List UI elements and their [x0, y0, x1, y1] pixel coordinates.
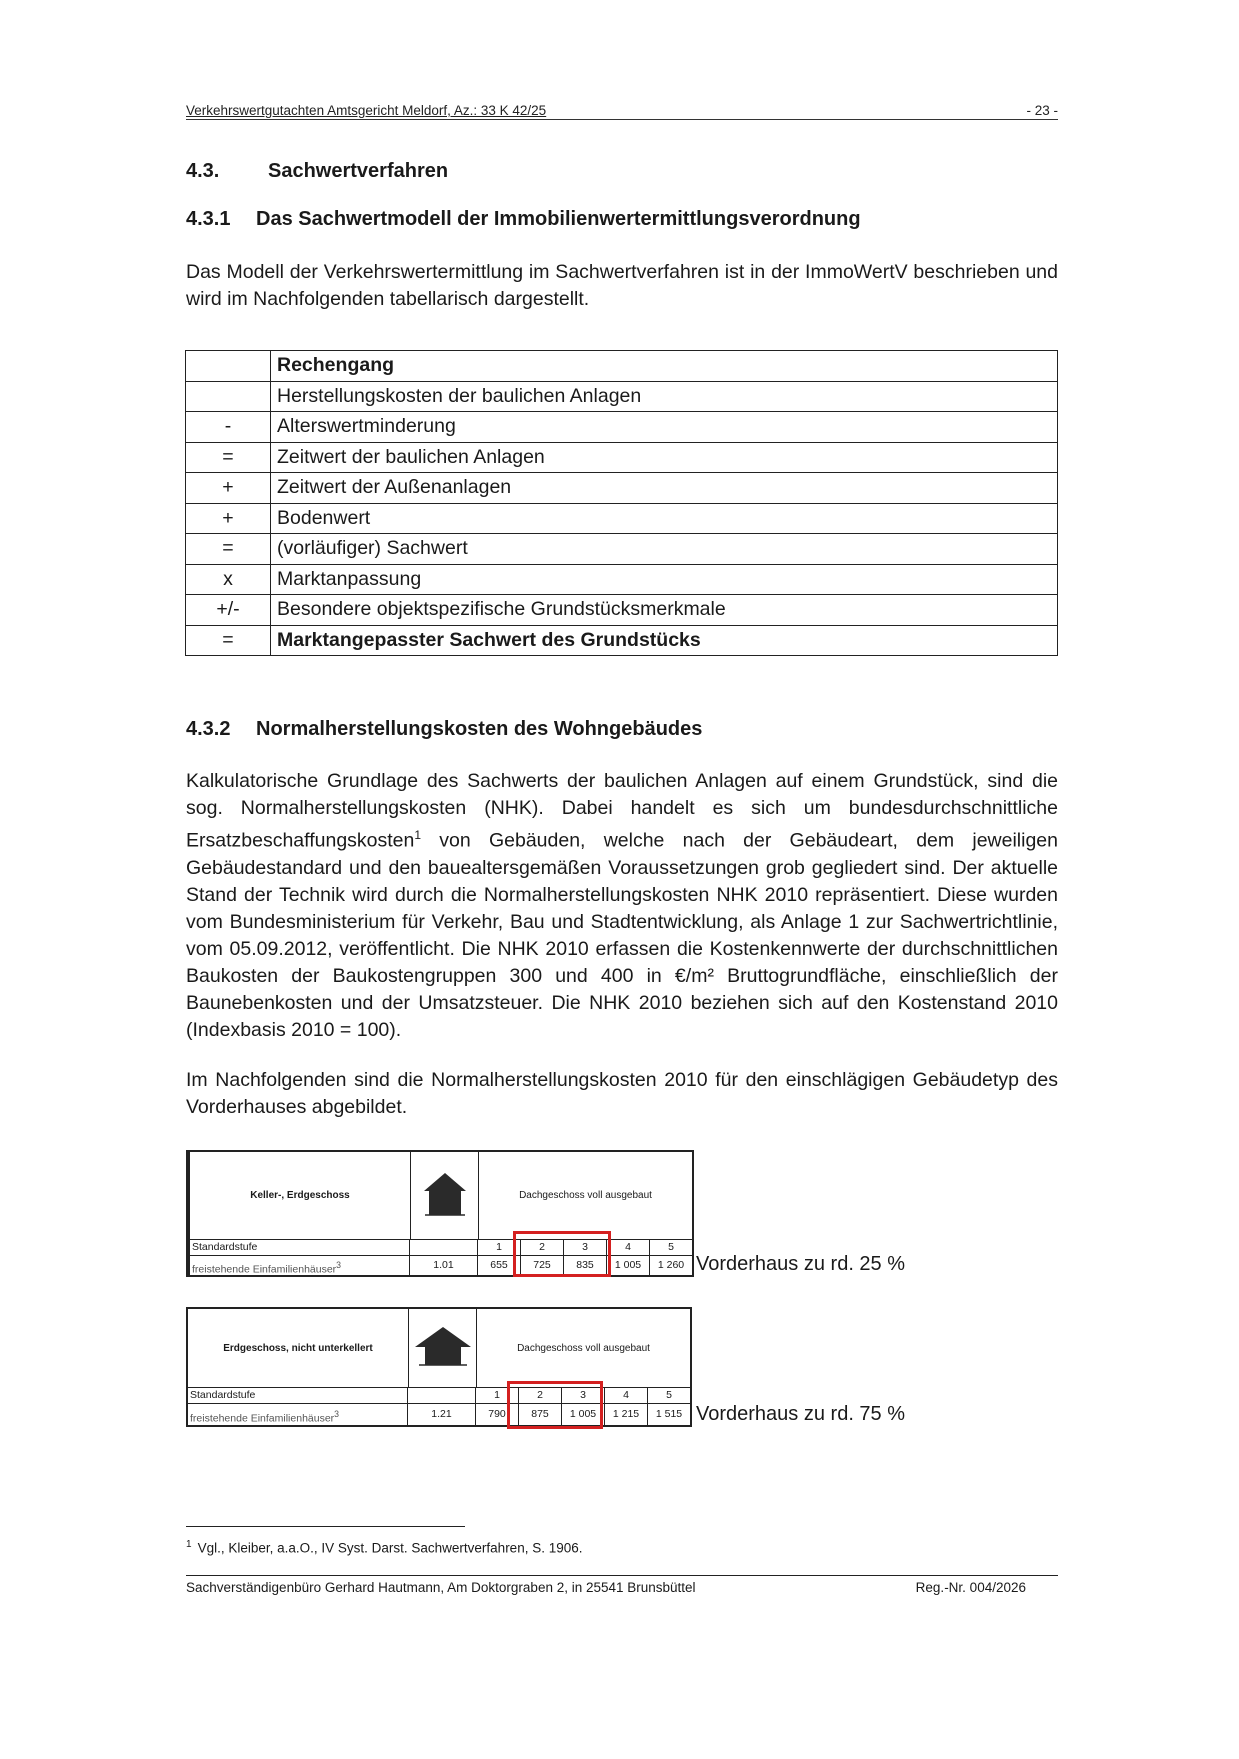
building-type: freistehende Einfamilienhäuser$^3$ [188, 1404, 408, 1425]
calc-operator: - [186, 412, 271, 443]
page-number: - 23 - [1026, 103, 1058, 118]
nhk-intro-paragraph: Im Nachfolgenden sind die Normalherstellungskosten 2010 für den einschlägigen Gebäudetyp des Vorderhauses abgebildet. [186, 1069, 1058, 1118]
calc-step: Bodenwert [271, 503, 1058, 534]
cost-cell: 835 [564, 1256, 607, 1275]
nhk-paragraph-part-2: von Gebäuden, welche nach der Gebäudeart, dem jeweiligen Gebäudestandard und den bauealtersgemäßen Voraussetzungen grob gegliedert sind. Der aktuelle Stand der Technik wird durch die Normalherstellungskosten NHK 2010 repräsentiert. Diese wurden vom Bundesministerium für Verkehr, Bau und Stadtentwicklung, als Anlage 1 zur Sachwertrichtlinie, vom 05.09.2012, veröffentlicht. Die NHK 2010 erfassen die Kostenkennwerte der durchschnittlichen Baukosten der Baukostengruppen 300 und 400 in €/m² Bruttogrundfläche, einschließlich der Baunebenkosten und der Umsatzsteuer. Die NHK 2010 beziehen sich auf den Kostenstand 2010 (Indexbasis 2010 = 100). [186, 829, 1058, 1041]
level-cell: 4 [605, 1388, 648, 1403]
calc-operator: + [186, 503, 271, 534]
level-cell: 1 [478, 1240, 521, 1255]
subsection-heading-2 [186, 718, 702, 741]
calc-operator: = [186, 534, 271, 565]
calc-row [186, 503, 1058, 534]
calc-operator: = [186, 625, 271, 656]
share-label-2: Vorderhaus zu rd. 75 % [696, 1403, 906, 1425]
nhk-roof-label: Dachgeschoss voll ausgebaut [519, 1190, 652, 1201]
calc-row [186, 381, 1058, 412]
calc-row [186, 412, 1058, 443]
nhk-paragraph [186, 768, 1058, 1044]
calc-row [186, 442, 1058, 473]
footnote-ref: 1 [414, 828, 422, 842]
page-footer [186, 1580, 1026, 1595]
calc-operator: + [186, 473, 271, 504]
house-icon [409, 1309, 477, 1387]
share-label-1: Vorderhaus zu rd. 25 % [696, 1253, 906, 1275]
cost-cell: 790 [476, 1404, 519, 1425]
footnote-number: 1 [186, 1539, 192, 1550]
level-cell: 5 [666, 1389, 672, 1401]
factor-cell: 1.01 [410, 1256, 478, 1275]
level-cell: 2 [519, 1388, 562, 1403]
cost-cell: 1 515 [655, 1408, 683, 1420]
running-header [186, 103, 1058, 120]
calc-step: Marktanpassung [271, 564, 1058, 595]
calc-row [186, 595, 1058, 626]
calculation-table [185, 350, 1058, 656]
footnote-text: Vgl., Kleiber, a.a.O., IV Syst. Darst. Sachwertverfahren, S. 1906. [197, 1540, 583, 1556]
nhk-roof-label: Dachgeschoss voll ausgebaut [517, 1342, 650, 1354]
calc-row [186, 534, 1058, 565]
nhk-paragraph-part-1: Kalkulatorische Grundlage des Sachwerts der baulichen Anlagen auf einem Grundstück, sind die sog. Normalherstellungskosten (NHK). Dabei handelt es sich um bundesdurchschnittliche Ersatzbeschaffungskosten [186, 770, 1058, 852]
nhk-table-head [188, 1309, 690, 1387]
calc-row [186, 625, 1058, 656]
nhk-table-2 [186, 1307, 692, 1427]
cost-cell: 1 005 [562, 1404, 605, 1425]
nhk-table-head [190, 1152, 692, 1239]
calc-step: Besondere objektspezifische Grundstücksmerkmale [271, 595, 1058, 626]
subsection-number: 4.3.2 [186, 718, 231, 740]
calc-row [186, 351, 1058, 382]
calc-operator: +/- [186, 595, 271, 626]
cost-cell: 1 215 [605, 1404, 648, 1425]
level-cell: 3 [562, 1388, 605, 1403]
intro-paragraph: Das Modell der Verkehrswertermittlung im Sachwertverfahren ist in der ImmoWertV beschrieben und wird im Nachfolgenden tabellarisch dargestellt. [186, 261, 1058, 310]
calc-step: Zeitwert der baulichen Anlagen [271, 442, 1058, 473]
calc-operator [186, 351, 271, 382]
nhk-table-1 [186, 1150, 694, 1277]
calc-row [186, 473, 1058, 504]
cost-row [188, 1403, 690, 1425]
house-icon [411, 1152, 479, 1239]
cost-cell: 875 [519, 1404, 562, 1425]
footer-address: Sachverständigenbüro Gerhard Hautmann, Am Doktorgraben 2, in 25541 Brunsbüttel [186, 1580, 696, 1595]
section-heading [186, 160, 448, 183]
calc-step: (vorläufiger) Sachwert [271, 534, 1058, 565]
cost-cell: 1 260 [657, 1259, 685, 1271]
header-title: Verkehrswertgutachten Amtsgericht Meldorf, Az.: 33 K 42/25 [186, 103, 547, 118]
footnote-divider [186, 1526, 465, 1527]
footer-reg-number: Reg.-Nr. 004/2026 [915, 1580, 1026, 1595]
subsection-title: Das Sachwertmodell der Immobilienwertermittlungsverordnung [256, 208, 861, 230]
cost-cell: 1 005 [607, 1256, 650, 1275]
level-cell: 3 [564, 1240, 607, 1255]
subsection-title: Normalherstellungskosten des Wohngebäudes [256, 718, 703, 740]
standard-label: Standardstufe [188, 1388, 408, 1403]
cost-cell: 655 [478, 1256, 521, 1275]
section-title: Sachwertverfahren [268, 160, 449, 182]
nhk-title: Keller-, Erdgeschoss [190, 1152, 411, 1239]
cost-row [190, 1255, 692, 1275]
calc-step: Alterswertminderung [271, 412, 1058, 443]
standard-label: Standardstufe [190, 1240, 410, 1255]
level-cell: 4 [607, 1240, 650, 1255]
subsection-number: 4.3.1 [186, 208, 231, 230]
calc-step: Rechengang [271, 351, 1058, 382]
cost-cell: 725 [521, 1256, 564, 1275]
factor-cell: 1.21 [408, 1404, 476, 1425]
level-cell: 1 [476, 1388, 519, 1403]
calc-operator [186, 381, 271, 412]
calc-operator: = [186, 442, 271, 473]
standard-level-row [190, 1239, 692, 1255]
calc-operator: x [186, 564, 271, 595]
nhk-title: Erdgeschoss, nicht unterkellert [188, 1309, 409, 1387]
footnote [186, 1539, 583, 1556]
subsection-heading-1 [186, 208, 861, 231]
calc-step: Marktangepasster Sachwert des Grundstücks [271, 625, 1058, 656]
calc-step: Zeitwert der Außenanlagen [271, 473, 1058, 504]
building-type: freistehende Einfamilienhäuser$^3$ [190, 1256, 410, 1275]
level-cell: 5 [668, 1241, 674, 1253]
standard-level-row [188, 1387, 690, 1403]
section-number: 4.3. [186, 160, 220, 182]
footer-divider [186, 1575, 1058, 1576]
calc-step: Herstellungskosten der baulichen Anlagen [271, 381, 1058, 412]
calc-row [186, 564, 1058, 595]
level-cell: 2 [521, 1240, 564, 1255]
